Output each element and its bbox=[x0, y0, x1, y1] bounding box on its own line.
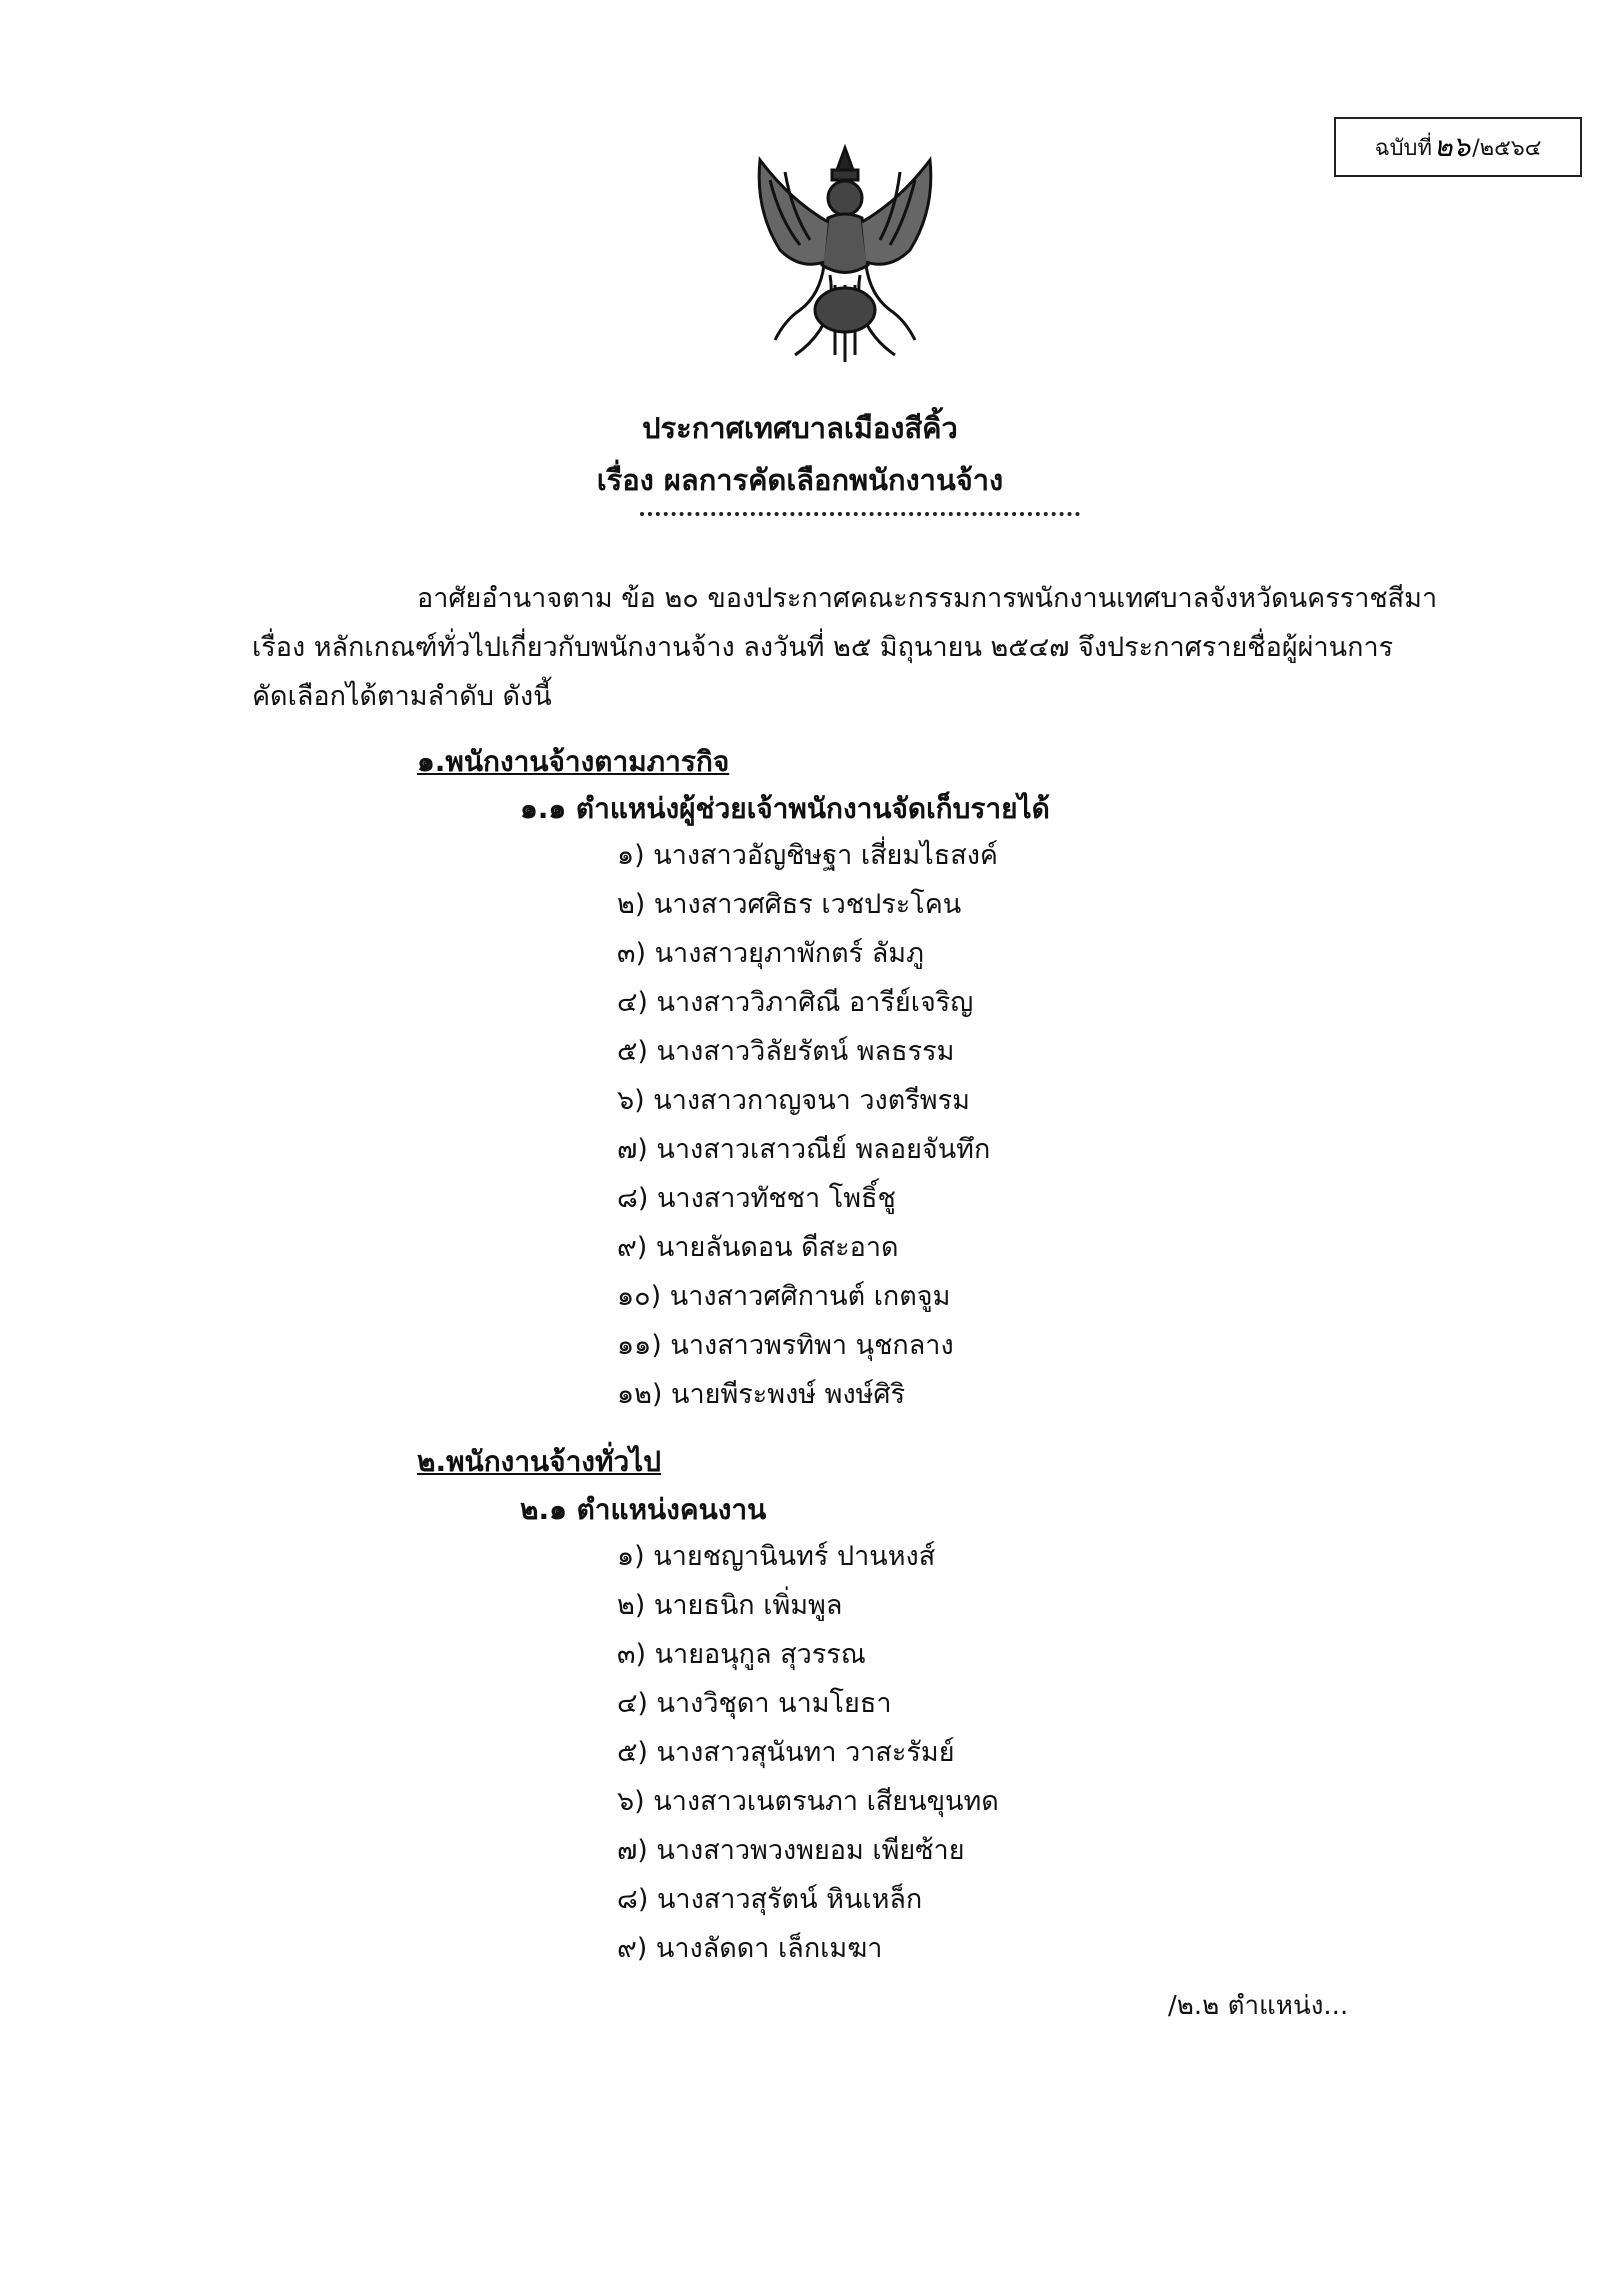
list-item: ๘) นางสาวทัชชา โพธิ์ชู bbox=[617, 1183, 896, 1214]
list-item: ๙) นางลัดดา เล็กเมฆา bbox=[617, 1933, 883, 1964]
list-item: ๗) นางสาวพวงพยอม เพียซ้าย bbox=[617, 1835, 965, 1866]
dotted-divider bbox=[640, 512, 1080, 520]
section-2-name-list bbox=[617, 1532, 999, 1973]
list-item: ๙) นายลันดอน ดีสะอาด bbox=[617, 1232, 899, 1263]
announcement-title: ประกาศเทศบาลเมืองสีคิ้ว bbox=[642, 411, 958, 445]
list-item: ๔) นางวิชุดา นามโยธา bbox=[617, 1688, 892, 1719]
section-1-title: ๑.พนักงานจ้างตามภารกิจ bbox=[417, 745, 730, 778]
announcement-subject: เรื่อง ผลการคัดเลือกพนักงานจ้าง bbox=[596, 463, 1004, 497]
list-item: ๑) นางสาวอัญชิษฐา เสี่ยมไธสงค์ bbox=[617, 840, 998, 871]
garuda-emblem-icon bbox=[740, 140, 950, 370]
section-2-subsection: ๒.๑ ตำแหน่งคนงาน bbox=[520, 1493, 767, 1526]
list-item: ๓) นางสาวยุภาพักตร์ ลัมภู bbox=[617, 938, 924, 969]
list-item: ๑๐) นางสาวศศิกานต์ เกตจูม bbox=[617, 1281, 951, 1312]
list-item: ๖) นางสาวกาญจนา วงตรีพรม bbox=[617, 1085, 970, 1116]
issue-label: ฉบับที่ bbox=[1374, 135, 1432, 161]
issue-number-box bbox=[1334, 117, 1582, 177]
list-item: ๒) นายธนิก เพิ่มพูล bbox=[617, 1590, 843, 1621]
intro-line-2: เรื่อง หลักเกณฑ์ทั่วไปเกี่ยวกับพนักงานจ้าง ลงวันที่ ๒๕ มิถุนายน ๒๕๔๗ จึงประกาศรายชื่อผู้ผ่านการ bbox=[252, 632, 1394, 663]
section-2-title: ๒.พนักงานจ้างทั่วไป bbox=[417, 1445, 662, 1478]
list-item: ๑๑) นางสาวพรทิพา นุชกลาง bbox=[617, 1330, 954, 1361]
list-item: ๕) นางสาวสุนันทา วาสะรัมย์ bbox=[617, 1737, 955, 1768]
list-item: ๓) นายอนุกูล สุวรรณ bbox=[617, 1639, 866, 1670]
list-item: ๒) นางสาวศศิธร เวชประโคน bbox=[617, 889, 962, 920]
list-item: ๑) นายชญานินทร์ ปานหงส์ bbox=[617, 1541, 936, 1572]
list-item: ๗) นางสาวเสาวณีย์ พลอยจันทึก bbox=[617, 1134, 991, 1165]
list-item: ๖) นางสาวเนตรนภา เสียนขุนทด bbox=[617, 1786, 999, 1817]
list-item: ๔) นางสาววิภาศิณี อารีย์เจริญ bbox=[617, 987, 974, 1018]
section-1-subsection: ๑.๑ ตำแหน่งผู้ช่วยเจ้าพนักงานจัดเก็บรายได้ bbox=[520, 792, 1050, 825]
intro-line-1: อาศัยอำนาจตาม ข้อ ๒๐ ของประกาศคณะกรรมการพนักงานเทศบาลจังหวัดนครราชสีมา bbox=[417, 583, 1438, 614]
intro-line-3: คัดเลือกได้ตามลำดับ ดังนี้ bbox=[252, 681, 552, 712]
list-item: ๑๒) นายพีระพงษ์ พงษ์ศิริ bbox=[617, 1379, 906, 1410]
issue-year: /๒๕๖๔ bbox=[1472, 135, 1542, 161]
section-1-name-list bbox=[617, 831, 998, 1419]
issue-number-handwritten: ๒๖ bbox=[1434, 130, 1471, 163]
list-item: ๘) นางสาวสุรัตน์ หินเหล็ก bbox=[617, 1884, 923, 1915]
continued-marker: /๒.๒ ตำแหน่ง... bbox=[1168, 1991, 1349, 2021]
list-item: ๕) นางสาววิลัยรัตน์ พลธรรม bbox=[617, 1036, 955, 1067]
